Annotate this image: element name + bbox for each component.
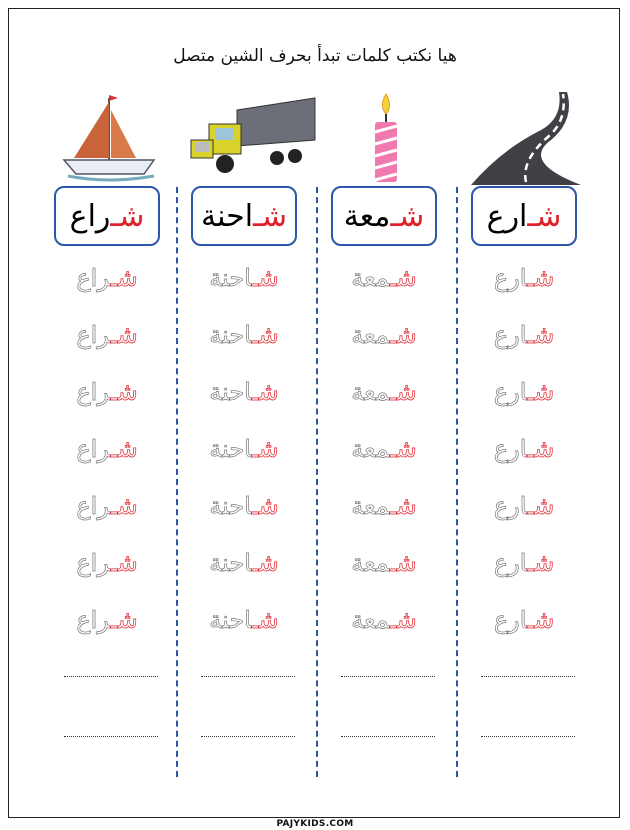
trace-word xyxy=(331,435,437,463)
truck-icon xyxy=(191,90,301,185)
trace-word-rest: معة xyxy=(351,435,390,463)
column-separator xyxy=(316,187,318,777)
trace-word-rest: راع xyxy=(76,264,111,292)
trace-word xyxy=(191,378,297,406)
word-rest: راع xyxy=(69,198,111,234)
trace-first-letter: شـ xyxy=(389,435,417,463)
writing-line[interactable] xyxy=(481,676,575,677)
trace-first-letter: شـ xyxy=(251,435,279,463)
first-letter: شـ xyxy=(253,198,287,234)
first-letter: شـ xyxy=(110,198,145,234)
trace-first-letter: شـ xyxy=(110,549,138,577)
trace-first-letter: شـ xyxy=(527,492,555,520)
trace-word-rest: راع xyxy=(76,492,111,520)
writing-line[interactable] xyxy=(64,676,158,677)
trace-word-rest: معة xyxy=(351,378,390,406)
trace-word-rest: ارع xyxy=(493,549,528,577)
trace-word-rest: ارع xyxy=(493,321,528,349)
word-card xyxy=(191,186,297,246)
writing-line[interactable] xyxy=(201,676,295,677)
trace-word xyxy=(471,264,577,292)
trace-first-letter: شـ xyxy=(389,378,417,406)
trace-first-letter: شـ xyxy=(527,264,555,292)
trace-word xyxy=(331,321,437,349)
candle-icon xyxy=(331,90,441,185)
trace-first-letter: شـ xyxy=(251,264,279,292)
trace-first-letter: شـ xyxy=(527,606,555,634)
trace-word xyxy=(54,378,160,406)
trace-word-rest: ارع xyxy=(493,492,528,520)
trace-first-letter: شـ xyxy=(527,378,555,406)
trace-word-rest: ارع xyxy=(493,378,528,406)
trace-word xyxy=(54,264,160,292)
word-card xyxy=(471,186,577,246)
trace-word xyxy=(471,606,577,634)
trace-word-rest: معة xyxy=(351,321,390,349)
trace-word-rest: معة xyxy=(351,606,390,634)
column-separator xyxy=(176,187,178,777)
trace-word-rest: احنة xyxy=(209,435,252,463)
trace-word-rest: احنة xyxy=(209,606,252,634)
writing-line[interactable] xyxy=(64,736,158,737)
writing-line[interactable] xyxy=(481,736,575,737)
trace-word xyxy=(54,321,160,349)
trace-word xyxy=(54,435,160,463)
trace-word-rest: معة xyxy=(351,549,390,577)
trace-word xyxy=(54,492,160,520)
trace-word-rest: راع xyxy=(76,378,111,406)
word-rest: احنة xyxy=(201,198,254,234)
trace-first-letter: شـ xyxy=(527,321,555,349)
trace-word xyxy=(331,264,437,292)
trace-first-letter: شـ xyxy=(110,321,138,349)
trace-word-rest: ارع xyxy=(493,435,528,463)
sailboat-icon xyxy=(54,90,164,185)
writing-line[interactable] xyxy=(341,676,435,677)
trace-first-letter: شـ xyxy=(389,606,417,634)
trace-word xyxy=(471,378,577,406)
trace-word xyxy=(191,606,297,634)
trace-word-rest: راع xyxy=(76,321,111,349)
trace-word xyxy=(331,492,437,520)
trace-word-rest: معة xyxy=(351,264,390,292)
trace-first-letter: شـ xyxy=(110,606,138,634)
trace-word xyxy=(191,549,297,577)
word-rest: معة xyxy=(343,198,391,234)
trace-word xyxy=(191,435,297,463)
trace-word xyxy=(191,492,297,520)
trace-first-letter: شـ xyxy=(389,264,417,292)
trace-word xyxy=(54,606,160,634)
trace-first-letter: شـ xyxy=(389,549,417,577)
trace-first-letter: شـ xyxy=(110,492,138,520)
first-letter: شـ xyxy=(390,198,425,234)
writing-line[interactable] xyxy=(201,736,295,737)
trace-word xyxy=(54,549,160,577)
road-icon xyxy=(471,90,581,185)
footer: PAJYKIDS.COM xyxy=(0,811,630,830)
trace-first-letter: شـ xyxy=(389,492,417,520)
column-separator xyxy=(456,187,458,777)
trace-word-rest: احنة xyxy=(209,492,252,520)
trace-word-rest: راع xyxy=(76,549,111,577)
trace-word xyxy=(471,321,577,349)
trace-word xyxy=(471,435,577,463)
trace-word xyxy=(471,492,577,520)
trace-word-rest: احنة xyxy=(209,321,252,349)
trace-first-letter: شـ xyxy=(251,606,279,634)
trace-word xyxy=(331,549,437,577)
trace-word-rest: راع xyxy=(76,435,111,463)
trace-first-letter: شـ xyxy=(251,321,279,349)
trace-word xyxy=(191,321,297,349)
trace-first-letter: شـ xyxy=(389,321,417,349)
trace-first-letter: شـ xyxy=(527,435,555,463)
worksheet-title: هيا نكتب كلمات تبدأ بحرف الشين متصل xyxy=(173,46,457,66)
trace-word-rest: احنة xyxy=(209,378,252,406)
word-card xyxy=(331,186,437,246)
word-card xyxy=(54,186,160,246)
trace-first-letter: شـ xyxy=(251,378,279,406)
trace-word xyxy=(331,378,437,406)
trace-word xyxy=(331,606,437,634)
trace-word-rest: ارع xyxy=(493,606,528,634)
trace-first-letter: شـ xyxy=(251,549,279,577)
word-rest: ارع xyxy=(486,198,528,234)
trace-word-rest: راع xyxy=(76,606,111,634)
trace-first-letter: شـ xyxy=(527,549,555,577)
writing-line[interactable] xyxy=(341,736,435,737)
trace-word-rest: احنة xyxy=(209,549,252,577)
trace-first-letter: شـ xyxy=(110,435,138,463)
trace-word xyxy=(191,264,297,292)
trace-word xyxy=(471,549,577,577)
trace-first-letter: شـ xyxy=(110,264,138,292)
trace-first-letter: شـ xyxy=(110,378,138,406)
trace-word-rest: ارع xyxy=(493,264,528,292)
trace-first-letter: شـ xyxy=(251,492,279,520)
trace-word-rest: معة xyxy=(351,492,390,520)
first-letter: شـ xyxy=(527,198,562,234)
trace-word-rest: احنة xyxy=(209,264,252,292)
